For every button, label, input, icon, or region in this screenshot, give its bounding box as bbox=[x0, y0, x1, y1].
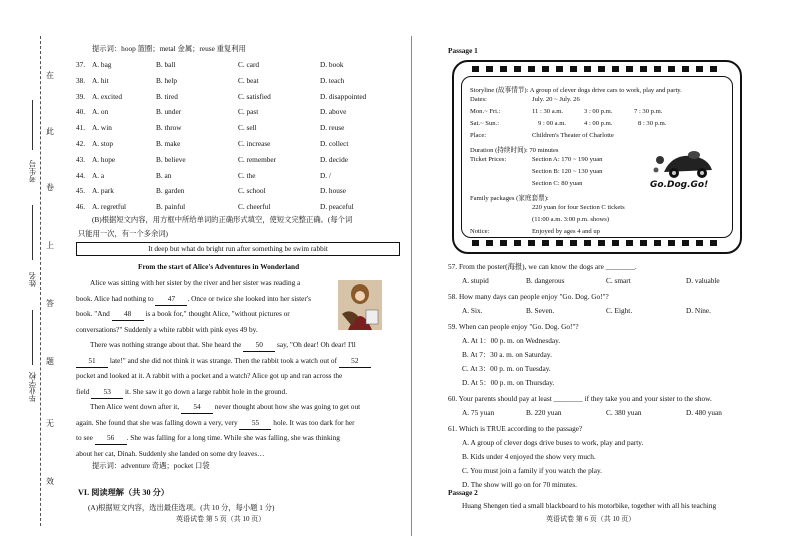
answer-option[interactable]: A. hit bbox=[92, 75, 109, 85]
section-b-instruction: (B)根据短文内容，用方框中所给单词的正确形式填空，使短文完整正确。(每个词 bbox=[92, 215, 353, 224]
poster-logo-text: Go.Dog.Go! bbox=[650, 180, 709, 190]
cloze-blank[interactable]: 53 bbox=[91, 385, 123, 399]
question-number: 40. bbox=[76, 107, 86, 117]
hint-top: 提示词：hoop 篮圈；metal 金属；reuse 重复利用 bbox=[92, 44, 246, 53]
page-6 bbox=[446, 0, 786, 560]
cloze-text: book. "And bbox=[76, 309, 112, 318]
poster-family-2: (11:00 a.m. 3:00 p.m. shows) bbox=[532, 216, 610, 223]
cloze-line bbox=[76, 354, 386, 368]
answer-option[interactable]: A. stop bbox=[92, 139, 114, 148]
poster-notice: Enjoyed by ages 4 and up bbox=[532, 228, 600, 235]
cloze-blank[interactable]: 52 bbox=[339, 354, 371, 368]
name-label: 姓名 bbox=[28, 272, 37, 287]
cloze-text: never thought about how she was going to get out bbox=[212, 402, 361, 411]
poster-time: 7 : 30 p.m. bbox=[634, 108, 663, 115]
poster-family-label: Family packages (家庭套票): bbox=[470, 195, 549, 202]
cloze-blank[interactable]: 48 bbox=[112, 307, 144, 321]
poster-time: 8 : 30 p.m. bbox=[638, 120, 667, 127]
poster-ticket-c: Section C: 80 yuan bbox=[532, 180, 583, 187]
cloze-line bbox=[90, 338, 400, 352]
question-number: 44. bbox=[76, 170, 86, 180]
cloze-line bbox=[76, 323, 386, 336]
hint-bottom: 提示词：adventure 奇遇；pocket 口袋 bbox=[92, 461, 210, 470]
margin-char: 此 bbox=[46, 127, 54, 136]
question-stem: 59. When can people enjoy "Go. Dog. Go!"? bbox=[448, 322, 579, 331]
question-number: 45. bbox=[76, 186, 86, 196]
answer-option[interactable]: C. the bbox=[238, 170, 256, 180]
cloze-text: There was nothing strange about that. She heard the bbox=[90, 340, 244, 349]
page-5 bbox=[76, 0, 406, 560]
answer-option[interactable]: D. valuable bbox=[686, 276, 720, 285]
margin-char: 在 bbox=[46, 71, 54, 80]
answer-option[interactable]: C. You must join a family if you watch the play. bbox=[462, 466, 602, 475]
page-footer-right: 英语试卷 第 6 页（共 10 页） bbox=[546, 515, 636, 523]
margin-char: 效 bbox=[46, 477, 54, 486]
cloze-blank[interactable]: 47 bbox=[155, 292, 187, 306]
poster bbox=[452, 60, 742, 254]
cloze-text: say, "Oh dear! Oh dear! I'll bbox=[275, 340, 356, 349]
answer-option[interactable]: A. A group of clever dogs drive buses to work, play and party. bbox=[462, 438, 644, 447]
poster-duration: Duration (持续时间): 70 minutes bbox=[470, 147, 559, 154]
poster-time: 9 : 00 a.m. bbox=[538, 120, 567, 127]
poster-ticket-label: Ticket Prices: bbox=[470, 156, 507, 163]
cloze-text: book. Alice had nothing to bbox=[76, 293, 156, 303]
answer-option[interactable]: D. book bbox=[320, 60, 344, 69]
answer-option[interactable]: B. At 7：30 a. m. on Saturday. bbox=[462, 350, 552, 359]
answer-option[interactable]: A. Six. bbox=[462, 306, 483, 315]
word-bank: It deep but what do bright run after something be swim rabbit bbox=[76, 242, 400, 256]
answer-option[interactable]: D. peaceful bbox=[320, 202, 354, 212]
answer-option[interactable]: A. 75 yuan bbox=[462, 408, 495, 417]
cloze-line bbox=[76, 385, 386, 399]
answer-option[interactable]: C. sell bbox=[238, 123, 257, 133]
answer-option[interactable]: D. house bbox=[320, 186, 346, 196]
answer-option[interactable]: D. disappointed bbox=[320, 91, 367, 101]
answer-option[interactable]: A. on bbox=[92, 107, 109, 117]
poster-place: Children's Theater of Charlotte bbox=[532, 132, 614, 139]
poster-satsun-label: Sat.~ Sun.: bbox=[470, 120, 500, 127]
answer-option[interactable]: D. teach bbox=[320, 75, 345, 85]
answer-option[interactable]: A. excited bbox=[92, 91, 122, 101]
answer-option[interactable]: B. Kids under 4 enjoyed the show very much. bbox=[462, 452, 596, 461]
answer-option[interactable]: D. 480 yuan bbox=[686, 408, 722, 417]
cloze-line bbox=[90, 400, 400, 414]
answer-option[interactable]: A. win bbox=[92, 123, 112, 133]
answer-option[interactable]: C. satisfied bbox=[238, 91, 271, 101]
answer-option[interactable]: B. dangerous bbox=[526, 276, 565, 285]
answer-option[interactable]: C. beat bbox=[238, 75, 259, 85]
cloze-text: . Once or twice she looked into her sister's bbox=[187, 293, 311, 303]
answer-option[interactable]: D. collect bbox=[320, 139, 349, 148]
question-number: 41. bbox=[76, 123, 86, 133]
cloze-blank[interactable]: 55 bbox=[239, 416, 271, 430]
answer-option[interactable]: B. make bbox=[156, 139, 181, 148]
poster-notice-label: Notice: bbox=[470, 228, 490, 235]
poster-dates-label: Dates: bbox=[470, 96, 487, 103]
passage-2-heading: Passage 2 bbox=[448, 488, 478, 497]
exam-number-label: 考生号 bbox=[28, 160, 37, 183]
poster-monfri-label: Mon.~ Fri.: bbox=[470, 108, 501, 115]
cut-line bbox=[40, 36, 41, 526]
question-number: 39. bbox=[76, 91, 86, 101]
answer-option[interactable]: D. / bbox=[320, 170, 331, 180]
answer-option[interactable]: B. 220 yuan bbox=[526, 408, 562, 417]
cloze-line bbox=[76, 307, 386, 321]
cloze-line bbox=[76, 447, 386, 460]
cloze-text: is a book for," thought Alice, "without pictures or bbox=[143, 309, 290, 318]
margin-char: 答 bbox=[46, 299, 54, 308]
answer-option[interactable]: C. school bbox=[238, 186, 266, 196]
answer-option[interactable]: A. a bbox=[92, 170, 105, 180]
poster-border-top bbox=[472, 66, 722, 72]
poster-dates: July. 20 ~ July. 26 bbox=[532, 96, 580, 103]
margin-char: 无 bbox=[46, 419, 54, 428]
question-stem: 58. How many days can people enjoy "Go. Dog. Go!"? bbox=[448, 292, 609, 301]
cloze-text: again. She found that she was falling down a very, very bbox=[76, 417, 240, 427]
answer-option[interactable]: C. card bbox=[238, 60, 260, 69]
poster-ticket-a: Section A: 170 ~ 190 yuan bbox=[532, 156, 603, 163]
margin-char: 卷 bbox=[46, 183, 54, 192]
question-number: 42. bbox=[76, 139, 86, 148]
answer-option[interactable]: C. Eight. bbox=[606, 306, 633, 315]
poster-ticket-b: Section B: 120 ~ 130 yuan bbox=[532, 168, 603, 175]
answer-option[interactable]: A. bag bbox=[92, 60, 112, 69]
answer-option[interactable]: B. ball bbox=[156, 60, 176, 69]
poster-time: 11 : 30 a.m. bbox=[532, 108, 564, 115]
cloze-text: Alice was sitting with her sister by the river and her sister was reading a bbox=[90, 278, 301, 287]
answer-option[interactable]: C. At 3：00 p. m. on Tuesday. bbox=[462, 364, 551, 373]
passage-1-heading: Passage 1 bbox=[448, 46, 478, 55]
poster-storyline: Storyline (故事情节): A group of clever dogs drive cars to work, play and party. bbox=[470, 87, 682, 94]
answer-option[interactable]: B. help bbox=[156, 75, 178, 85]
answer-option[interactable]: C. 380 yuan bbox=[606, 408, 642, 417]
passage-title: From the start of Alice's Adventures in Wonderland bbox=[138, 262, 300, 271]
binding-margin bbox=[0, 0, 60, 560]
cloze-blank[interactable]: 54 bbox=[181, 400, 213, 414]
answer-option[interactable]: B. under bbox=[156, 107, 182, 117]
answer-option[interactable]: A. stupid bbox=[462, 276, 489, 285]
cloze-line bbox=[90, 276, 400, 289]
section-vi-heading: VI. 阅读理解（共 30 分） bbox=[78, 488, 169, 497]
poster-time: 4 : 00 p.m. bbox=[584, 120, 613, 127]
question-number: 38. bbox=[76, 75, 86, 85]
cloze-line bbox=[76, 292, 386, 306]
answer-option[interactable]: B. believe bbox=[156, 154, 186, 164]
cloze-text: field bbox=[76, 386, 92, 396]
answer-option[interactable]: C. remember bbox=[238, 154, 277, 164]
answer-option[interactable]: B. tired bbox=[156, 91, 178, 101]
answer-option[interactable]: C. past bbox=[238, 107, 259, 117]
margin-char: 上 bbox=[46, 241, 54, 250]
poster-place-label: Place: bbox=[470, 132, 487, 139]
answer-option[interactable]: A. park bbox=[92, 186, 114, 196]
answer-option[interactable]: D. reuse bbox=[320, 123, 345, 133]
question-stem: 61. Which is TRUE according to the passage? bbox=[448, 424, 583, 433]
question-stem: 57. From the poster(海报), we can know the dogs are ________. bbox=[448, 262, 637, 271]
cloze-text: it. She saw it go down a large rabbit hole in the ground. bbox=[123, 386, 288, 396]
answer-option[interactable]: D. decide bbox=[320, 154, 348, 164]
poster-border-bottom bbox=[472, 240, 722, 246]
margin-char: 题 bbox=[46, 357, 54, 366]
answer-option[interactable]: C. cheerful bbox=[238, 202, 271, 212]
answer-option[interactable]: B. painful bbox=[156, 202, 186, 212]
answer-option[interactable]: C. increase bbox=[238, 139, 271, 148]
answer-option[interactable]: D. above bbox=[320, 107, 347, 117]
answer-option[interactable]: C. smart bbox=[606, 276, 631, 285]
question-number: 46. bbox=[76, 202, 86, 212]
cloze-blank[interactable]: 51 bbox=[76, 354, 108, 368]
answer-option[interactable]: D. At 5：00 p. m. on Thursday. bbox=[462, 378, 555, 387]
question-stem: 60. Your parents should pay at least ________ if they take you and your sister to the show. bbox=[448, 394, 712, 403]
section-a-instruction: (A)根据短文内容，选出最佳选项。(共 10 分，每小题 1 分) bbox=[88, 503, 275, 512]
cloze-text: pocket and looked at it. A rabbit with a pocket and a watch? Alice got up and ran across the bbox=[76, 371, 343, 380]
cloze-text: hole. It was too dark for her bbox=[271, 417, 355, 427]
cloze-line bbox=[76, 431, 386, 445]
cloze-text: to see bbox=[76, 433, 95, 442]
passage-2-line: Huang Shengen tied a small blackboard to his motorbike, together with all his teaching bbox=[462, 501, 717, 510]
cloze-text: . She was falling for a long time. While she was falling, she was thinking bbox=[126, 433, 340, 442]
answer-option[interactable]: A. regretful bbox=[92, 202, 127, 212]
cloze-line bbox=[76, 369, 386, 382]
section-b-instruction-2: 只能用一次，有一个多余词) bbox=[78, 229, 168, 238]
cloze-text: Then Alice went down after it, bbox=[90, 402, 181, 411]
poster-family-1: 220 yuan for four Section C tickets bbox=[532, 204, 625, 211]
poster-time: 3 : 00 p.m. bbox=[584, 108, 613, 115]
cloze-line bbox=[76, 416, 386, 430]
answer-option[interactable]: D. The show will go on for 70 minutes. bbox=[462, 480, 577, 489]
cloze-text: late!" and she did not think it was strange. Then the rabbit took a watch out of bbox=[108, 355, 339, 365]
answer-option[interactable]: A. hope bbox=[92, 154, 116, 164]
cloze-text: conversations?" Suddenly a white rabbit with pink eyes 49 by. bbox=[76, 324, 258, 334]
answer-option[interactable]: B. throw bbox=[156, 123, 182, 133]
answer-option[interactable]: D. Nine. bbox=[686, 306, 711, 315]
school-label: 毕业学校 bbox=[28, 372, 37, 402]
answer-option[interactable]: B. an bbox=[156, 170, 172, 180]
cloze-blank[interactable]: 56 bbox=[95, 431, 127, 445]
answer-option[interactable]: A. At 1：00 p. m. on Wednesday. bbox=[462, 336, 561, 345]
cloze-blank[interactable]: 50 bbox=[243, 338, 275, 352]
cloze-text: about her cat, Dinah. Suddenly she landed on some dry leaves… bbox=[76, 448, 265, 458]
answer-option[interactable]: B. Seven. bbox=[526, 306, 555, 315]
page-footer-left: 英语试卷 第 5 页（共 10 页） bbox=[176, 515, 266, 523]
question-number: 37. bbox=[76, 60, 86, 69]
answer-option[interactable]: B. garden bbox=[156, 186, 185, 196]
question-number: 43. bbox=[76, 154, 86, 164]
page-divider bbox=[411, 36, 412, 536]
